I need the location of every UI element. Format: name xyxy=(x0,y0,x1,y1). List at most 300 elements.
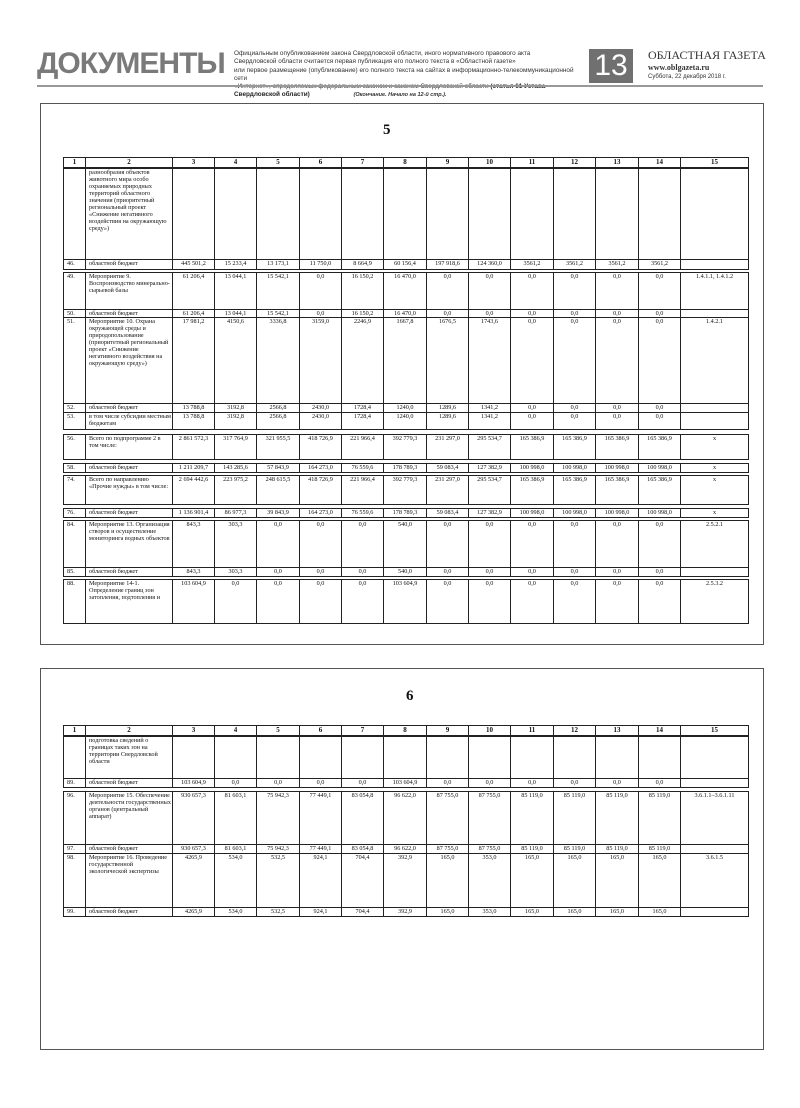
table-cell: 100 998,0 xyxy=(554,464,596,473)
page-number: 13 xyxy=(589,49,633,83)
column-header: 5 xyxy=(257,158,300,168)
table-cell: 87 755,0 xyxy=(469,792,511,845)
table-cell: 165 386,9 xyxy=(596,476,639,505)
row-description: Мероприятие 16. Проведение государственной экологической экспертизы xyxy=(86,854,173,908)
table-cell: 1240,0 xyxy=(384,404,427,413)
table-cell: 100 998,0 xyxy=(639,464,681,473)
table-row xyxy=(64,845,749,854)
row-description: Мероприятие 13. Организация створов и осуществление мониторинга водных объектов xyxy=(86,521,173,568)
table-cell: 0,0 xyxy=(215,779,257,788)
column-header: 13 xyxy=(596,726,639,736)
table-cell: 0,0 xyxy=(511,404,554,413)
table-cell: 0,0 xyxy=(639,273,681,310)
table-cell: 59 083,4 xyxy=(427,509,469,518)
table-cell: 0,0 xyxy=(300,521,342,568)
table-segment xyxy=(63,520,749,577)
table-cell: x xyxy=(681,435,749,460)
table-cell xyxy=(554,737,596,779)
table-cell: 165,0 xyxy=(511,908,554,917)
row-number: 85. xyxy=(64,568,86,577)
notice-bold: Свердловской области) xyxy=(234,91,310,99)
table-segment xyxy=(63,579,749,624)
table-cell: 930 657,3 xyxy=(173,792,215,845)
website-link[interactable]: www.oblgazeta.ru xyxy=(648,63,710,72)
row-description: Мероприятие 14-1. Определение границ зон затопления, подтопления и xyxy=(86,580,173,624)
table-cell: 303,3 xyxy=(215,521,257,568)
column-header: 2 xyxy=(86,158,173,168)
table-cell: 11 750,0 xyxy=(300,260,342,270)
table-cell: 418 726,9 xyxy=(300,435,342,460)
column-header: 1 xyxy=(64,158,86,168)
table-cell xyxy=(173,737,215,779)
table-cell: 0,0 xyxy=(300,779,342,788)
table-cell: 86 977,3 xyxy=(215,509,257,518)
table-cell: 87 755,0 xyxy=(427,792,469,845)
table-row xyxy=(64,404,749,413)
table-cell xyxy=(681,404,749,413)
table-segment xyxy=(63,434,749,460)
table-row xyxy=(64,260,749,270)
table-cell xyxy=(469,169,511,260)
table-cell: 59 083,4 xyxy=(427,464,469,473)
table-cell: 924,1 xyxy=(300,908,342,917)
table-cell: 85 119,0 xyxy=(554,845,596,854)
table-cell: 13 173,1 xyxy=(257,260,300,270)
table-cell: 165,0 xyxy=(427,908,469,917)
column-header: 9 xyxy=(427,158,469,168)
row-description: областной бюджет xyxy=(86,908,173,917)
table-cell: 392,9 xyxy=(384,908,427,917)
table-cell xyxy=(681,908,749,917)
table-cell: 96 622,0 xyxy=(384,845,427,854)
table-row xyxy=(64,792,749,845)
table-cell: 2566,8 xyxy=(257,404,300,413)
table-row xyxy=(64,854,749,908)
table-cell: 418 726,9 xyxy=(300,476,342,505)
column-header: 7 xyxy=(342,726,384,736)
table-segment xyxy=(63,157,749,168)
table-cell: 0,0 xyxy=(300,568,342,577)
column-header: 12 xyxy=(554,726,596,736)
table-cell xyxy=(681,310,749,318)
table-cell: 100 998,0 xyxy=(511,464,554,473)
table-cell: 221 966,4 xyxy=(342,476,384,505)
table-cell: 15 542,1 xyxy=(257,273,300,310)
table-cell xyxy=(342,169,384,260)
row-number: 74. xyxy=(64,476,86,505)
table-cell: 124 360,0 xyxy=(469,260,511,270)
table-cell: 1 136 901,4 xyxy=(173,509,215,518)
table-cell: 930 657,3 xyxy=(173,845,215,854)
table-cell: 0,0 xyxy=(639,521,681,568)
column-header: 6 xyxy=(300,158,342,168)
table-cell: 87 755,0 xyxy=(427,845,469,854)
table-cell: 0,0 xyxy=(469,273,511,310)
header-row xyxy=(64,726,749,736)
row-number: 99. xyxy=(64,908,86,917)
table-cell xyxy=(427,169,469,260)
table-cell: 165 386,9 xyxy=(639,476,681,505)
table-cell xyxy=(215,737,257,779)
table-cell: 843,3 xyxy=(173,568,215,577)
table-cell: 13 788,8 xyxy=(173,413,215,430)
table-cell: 165,0 xyxy=(511,854,554,908)
table-cell: 81 603,1 xyxy=(215,792,257,845)
column-header: 13 xyxy=(596,158,639,168)
column-header: 12 xyxy=(554,158,596,168)
row-description: разнообразия объектов животного мира особо охраняемых природных территорий областного значения (приоритетный региональный проект «Снижение негативного воздействия на окружающую среду») xyxy=(86,169,173,260)
table-cell: 100 998,0 xyxy=(596,509,639,518)
table-cell: 0,0 xyxy=(554,521,596,568)
row-description: Мероприятие 9. Воспроизводство минерально-сырьевой базы xyxy=(86,273,173,310)
newspaper-name: ОБЛАСТНАЯ ГАЗЕТА xyxy=(648,48,766,62)
table-cell xyxy=(511,169,554,260)
column-header: 5 xyxy=(257,726,300,736)
table-cell: x xyxy=(681,476,749,505)
table-segment xyxy=(63,463,749,473)
table-cell: 3561,2 xyxy=(596,260,639,270)
row-number: 84. xyxy=(64,521,86,568)
table-cell xyxy=(681,779,749,788)
column-header: 6 xyxy=(300,726,342,736)
table-cell: 143 285,6 xyxy=(215,464,257,473)
table-cell: 0,0 xyxy=(511,568,554,577)
table-cell: 0,0 xyxy=(639,413,681,430)
table-segment xyxy=(63,168,749,270)
table-cell: 0,0 xyxy=(469,580,511,624)
row-description: в том числе субсидии местным бюджетам xyxy=(86,413,173,430)
table-cell: 0,0 xyxy=(554,310,596,318)
row-number: 46. xyxy=(64,260,86,270)
table-row xyxy=(64,580,749,624)
table-cell: 0,0 xyxy=(469,568,511,577)
table-cell: 0,0 xyxy=(511,580,554,624)
table-cell: 1.4.2.1 xyxy=(681,318,749,404)
table-cell: 83 054,8 xyxy=(342,792,384,845)
row-number: 51. xyxy=(64,318,86,404)
row-number: 50. xyxy=(64,310,86,318)
table-cell: 103 604,9 xyxy=(173,580,215,624)
table-cell: 4150,6 xyxy=(215,318,257,404)
table-cell: 231 297,0 xyxy=(427,435,469,460)
row-number: 56. xyxy=(64,435,86,460)
row-description: Мероприятие 10. Охрана окружающей среды и природопользование (приоритетный региональный проект «Снижение негативного воздействия на окружающую среду») xyxy=(86,318,173,404)
table-cell: 353,0 xyxy=(469,908,511,917)
table-cell: 39 843,9 xyxy=(257,509,300,518)
table-cell: 0,0 xyxy=(342,521,384,568)
table-cell: 57 843,9 xyxy=(257,464,300,473)
table-cell: 0,0 xyxy=(596,310,639,318)
header-row xyxy=(64,158,749,168)
table-cell: 540,0 xyxy=(384,521,427,568)
table-cell: 532,5 xyxy=(257,908,300,917)
table-cell xyxy=(469,737,511,779)
table-cell: 1289,6 xyxy=(427,404,469,413)
issue-date: Суббота, 22 декабря 2018 г. xyxy=(648,74,726,80)
table-cell: 2430,0 xyxy=(300,404,342,413)
table-cell: 4265,9 xyxy=(173,854,215,908)
table-cell: 165,0 xyxy=(639,854,681,908)
table-cell: 85 119,0 xyxy=(511,845,554,854)
header-divider xyxy=(37,85,763,87)
table-cell: 165 386,9 xyxy=(554,435,596,460)
table-segment xyxy=(63,508,749,518)
table-cell: 0,0 xyxy=(554,413,596,430)
table-row xyxy=(64,568,749,577)
column-header: 2 xyxy=(86,726,173,736)
table-cell: 15 542,1 xyxy=(257,310,300,318)
table-cell: 295 534,7 xyxy=(469,476,511,505)
row-number: 89. xyxy=(64,779,86,788)
table-segment xyxy=(63,272,749,430)
table-cell: 85 119,0 xyxy=(639,792,681,845)
table-cell: 0,0 xyxy=(215,580,257,624)
row-description: Всего по подпрограмме 2 в том числе: xyxy=(86,435,173,460)
table-cell xyxy=(427,737,469,779)
table-cell: 76 559,6 xyxy=(342,464,384,473)
table-cell: 392 779,3 xyxy=(384,435,427,460)
column-header: 8 xyxy=(384,726,427,736)
table-cell: 0,0 xyxy=(596,273,639,310)
table-cell: 1341,2 xyxy=(469,413,511,430)
table-cell: 1728,4 xyxy=(342,404,384,413)
table-cell: 2566,8 xyxy=(257,413,300,430)
table-cell xyxy=(681,568,749,577)
table-cell: 0,0 xyxy=(257,568,300,577)
table-cell: 85 119,0 xyxy=(511,792,554,845)
table-cell: 100 998,0 xyxy=(596,464,639,473)
table-cell: 2 694 442,6 xyxy=(173,476,215,505)
table-cell xyxy=(681,737,749,779)
table-cell: 127 382,9 xyxy=(469,509,511,518)
table-cell: 127 382,9 xyxy=(469,464,511,473)
column-header: 3 xyxy=(173,726,215,736)
table-cell: 0,0 xyxy=(342,779,384,788)
table-cell: 61 206,4 xyxy=(173,310,215,318)
table-cell: 2430,0 xyxy=(300,413,342,430)
table-cell: 13 044,1 xyxy=(215,273,257,310)
table-cell xyxy=(384,737,427,779)
notice-line: Свердловской области считается первая публикация его полного текста в «Областной газете» xyxy=(234,58,516,66)
table-cell: 103 604,9 xyxy=(173,779,215,788)
table-cell: 223 975,2 xyxy=(215,476,257,505)
table-cell: 0,0 xyxy=(511,273,554,310)
column-header: 11 xyxy=(511,726,554,736)
sheet-number: 5 xyxy=(383,122,391,138)
table-cell: 0,0 xyxy=(427,273,469,310)
table-cell: 0,0 xyxy=(511,413,554,430)
table-cell: 0,0 xyxy=(257,779,300,788)
table-cell: 165,0 xyxy=(427,854,469,908)
table-cell: x xyxy=(681,509,749,518)
table-cell: 165,0 xyxy=(639,908,681,917)
table-cell xyxy=(215,169,257,260)
table-cell: 100 998,0 xyxy=(639,509,681,518)
table-cell: 103 604,9 xyxy=(384,580,427,624)
table-cell xyxy=(596,169,639,260)
table-cell: 61 206,4 xyxy=(173,273,215,310)
table-cell: 0,0 xyxy=(511,318,554,404)
table-cell: 1.4.1.1, 1.4.1.2 xyxy=(681,273,749,310)
table-cell xyxy=(639,169,681,260)
table-cell: 0,0 xyxy=(596,779,639,788)
table-cell: 0,0 xyxy=(469,310,511,318)
table-cell: 0,0 xyxy=(639,404,681,413)
table-cell: 3336,8 xyxy=(257,318,300,404)
row-number: 58. xyxy=(64,464,86,473)
row-number: 76. xyxy=(64,509,86,518)
table-row xyxy=(64,413,749,430)
table-cell: 0,0 xyxy=(639,310,681,318)
table-cell: 3.6.1.1–3.6.1.11 xyxy=(681,792,749,845)
table-cell: 164 273,0 xyxy=(300,509,342,518)
table-cell xyxy=(681,845,749,854)
table-cell: 1341,2 xyxy=(469,404,511,413)
table-cell: 3.6.1.5 xyxy=(681,854,749,908)
table-cell: 77 449,1 xyxy=(300,845,342,854)
row-number: 98. xyxy=(64,854,86,908)
row-description: областной бюджет xyxy=(86,845,173,854)
table-cell: 0,0 xyxy=(511,779,554,788)
table-cell: 96 622,0 xyxy=(384,792,427,845)
table-cell: 17 981,2 xyxy=(173,318,215,404)
table-cell: 0,0 xyxy=(596,580,639,624)
column-header: 8 xyxy=(384,158,427,168)
table-cell: 3561,2 xyxy=(554,260,596,270)
table-cell: 0,0 xyxy=(511,521,554,568)
table-cell: 165,0 xyxy=(554,908,596,917)
notice-line: Официальным опубликованием закона Свердловской области, иного нормативного правового акта xyxy=(234,50,531,57)
table-cell: 4265,9 xyxy=(173,908,215,917)
table-cell: 0,0 xyxy=(639,580,681,624)
table-row xyxy=(64,464,749,473)
table-cell: 0,0 xyxy=(427,779,469,788)
table-row xyxy=(64,521,749,568)
table-row xyxy=(64,779,749,788)
table-cell: 532,5 xyxy=(257,854,300,908)
row-description: областной бюджет xyxy=(86,464,173,473)
budget-table-sheet-6 xyxy=(63,725,748,917)
table-cell: 60 156,4 xyxy=(384,260,427,270)
table-cell: 540,0 xyxy=(384,568,427,577)
table-cell: 0,0 xyxy=(300,310,342,318)
section-title: ДОКУМЕНТЫ xyxy=(37,47,225,80)
table-cell: 0,0 xyxy=(554,404,596,413)
table-cell: 2.5.2.1 xyxy=(681,521,749,568)
table-cell xyxy=(384,169,427,260)
row-description: областной бюджет xyxy=(86,568,173,577)
sheet-number: 6 xyxy=(406,688,414,704)
row-description: областной бюджет xyxy=(86,260,173,270)
column-header: 15 xyxy=(681,158,749,168)
table-row xyxy=(64,476,749,505)
column-header: 10 xyxy=(469,726,511,736)
table-cell: 0,0 xyxy=(554,580,596,624)
table-cell: 0,0 xyxy=(639,779,681,788)
table-cell: 81 603,1 xyxy=(215,845,257,854)
table-cell: 85 119,0 xyxy=(639,845,681,854)
table-cell: 165 386,9 xyxy=(596,435,639,460)
table-cell xyxy=(300,737,342,779)
table-row xyxy=(64,169,749,260)
table-cell: 0,0 xyxy=(300,580,342,624)
table-cell: 165 386,9 xyxy=(554,476,596,505)
row-number: 97. xyxy=(64,845,86,854)
table-cell: 0,0 xyxy=(427,521,469,568)
table-cell: 704,4 xyxy=(342,854,384,908)
table-cell: 0,0 xyxy=(342,568,384,577)
table-cell xyxy=(257,169,300,260)
table-cell: 165,0 xyxy=(596,908,639,917)
table-row xyxy=(64,509,749,518)
notice-line: или первое размещение (опубликование) его полного текста на сайтах в информационно-телекоммуникационной сети xyxy=(234,66,574,82)
table-cell: 317 764,9 xyxy=(215,435,257,460)
table-cell: 248 615,5 xyxy=(257,476,300,505)
table-cell xyxy=(511,737,554,779)
row-description: областной бюджет xyxy=(86,310,173,318)
column-header: 1 xyxy=(64,726,86,736)
table-cell: 165,0 xyxy=(554,854,596,908)
column-header: 10 xyxy=(469,158,511,168)
table-row xyxy=(64,435,749,460)
table-cell: 843,3 xyxy=(173,521,215,568)
table-cell: 16 470,0 xyxy=(384,273,427,310)
column-header: 3 xyxy=(173,158,215,168)
table-cell: 2.5.3.2 xyxy=(681,580,749,624)
table-cell: 85 119,0 xyxy=(554,792,596,845)
table-cell: 0,0 xyxy=(639,318,681,404)
table-cell: 197 918,6 xyxy=(427,260,469,270)
table-cell: 1289,6 xyxy=(427,413,469,430)
table-cell: 3561,2 xyxy=(639,260,681,270)
row-number: 53. xyxy=(64,413,86,430)
table-cell: 392 779,3 xyxy=(384,476,427,505)
row-description: областной бюджет xyxy=(86,509,173,518)
column-header: 7 xyxy=(342,158,384,168)
continuation-note: (Окончание. Начало на 12-й стр.). xyxy=(353,92,447,98)
table-cell: 0,0 xyxy=(596,404,639,413)
table-cell: 100 998,0 xyxy=(511,509,554,518)
column-header: 14 xyxy=(639,726,681,736)
table-cell: 165 386,9 xyxy=(511,435,554,460)
column-header: 9 xyxy=(427,726,469,736)
table-cell: 15 233,4 xyxy=(215,260,257,270)
row-number: 96. xyxy=(64,792,86,845)
table-cell: 0,0 xyxy=(511,310,554,318)
table-cell: 0,0 xyxy=(596,413,639,430)
table-cell: 13 044,1 xyxy=(215,310,257,318)
table-cell: 83 054,8 xyxy=(342,845,384,854)
table-cell xyxy=(596,737,639,779)
row-number: 52. xyxy=(64,404,86,413)
table-cell xyxy=(554,169,596,260)
table-row xyxy=(64,273,749,310)
row-description: областной бюджет xyxy=(86,779,173,788)
table-cell: 0,0 xyxy=(554,779,596,788)
row-description: Мероприятие 15. Обеспечение деятельности государственных органов (центральный аппарат) xyxy=(86,792,173,845)
table-cell: 75 942,3 xyxy=(257,792,300,845)
table-segment xyxy=(63,791,749,917)
table-cell: 3561,2 xyxy=(511,260,554,270)
table-row xyxy=(64,737,749,779)
table-cell: 0,0 xyxy=(257,580,300,624)
table-cell: 392,9 xyxy=(384,854,427,908)
table-row xyxy=(64,908,749,917)
table-cell xyxy=(681,169,749,260)
table-cell: 1667,8 xyxy=(384,318,427,404)
table-cell: 165 386,9 xyxy=(639,435,681,460)
table-cell: 0,0 xyxy=(554,273,596,310)
